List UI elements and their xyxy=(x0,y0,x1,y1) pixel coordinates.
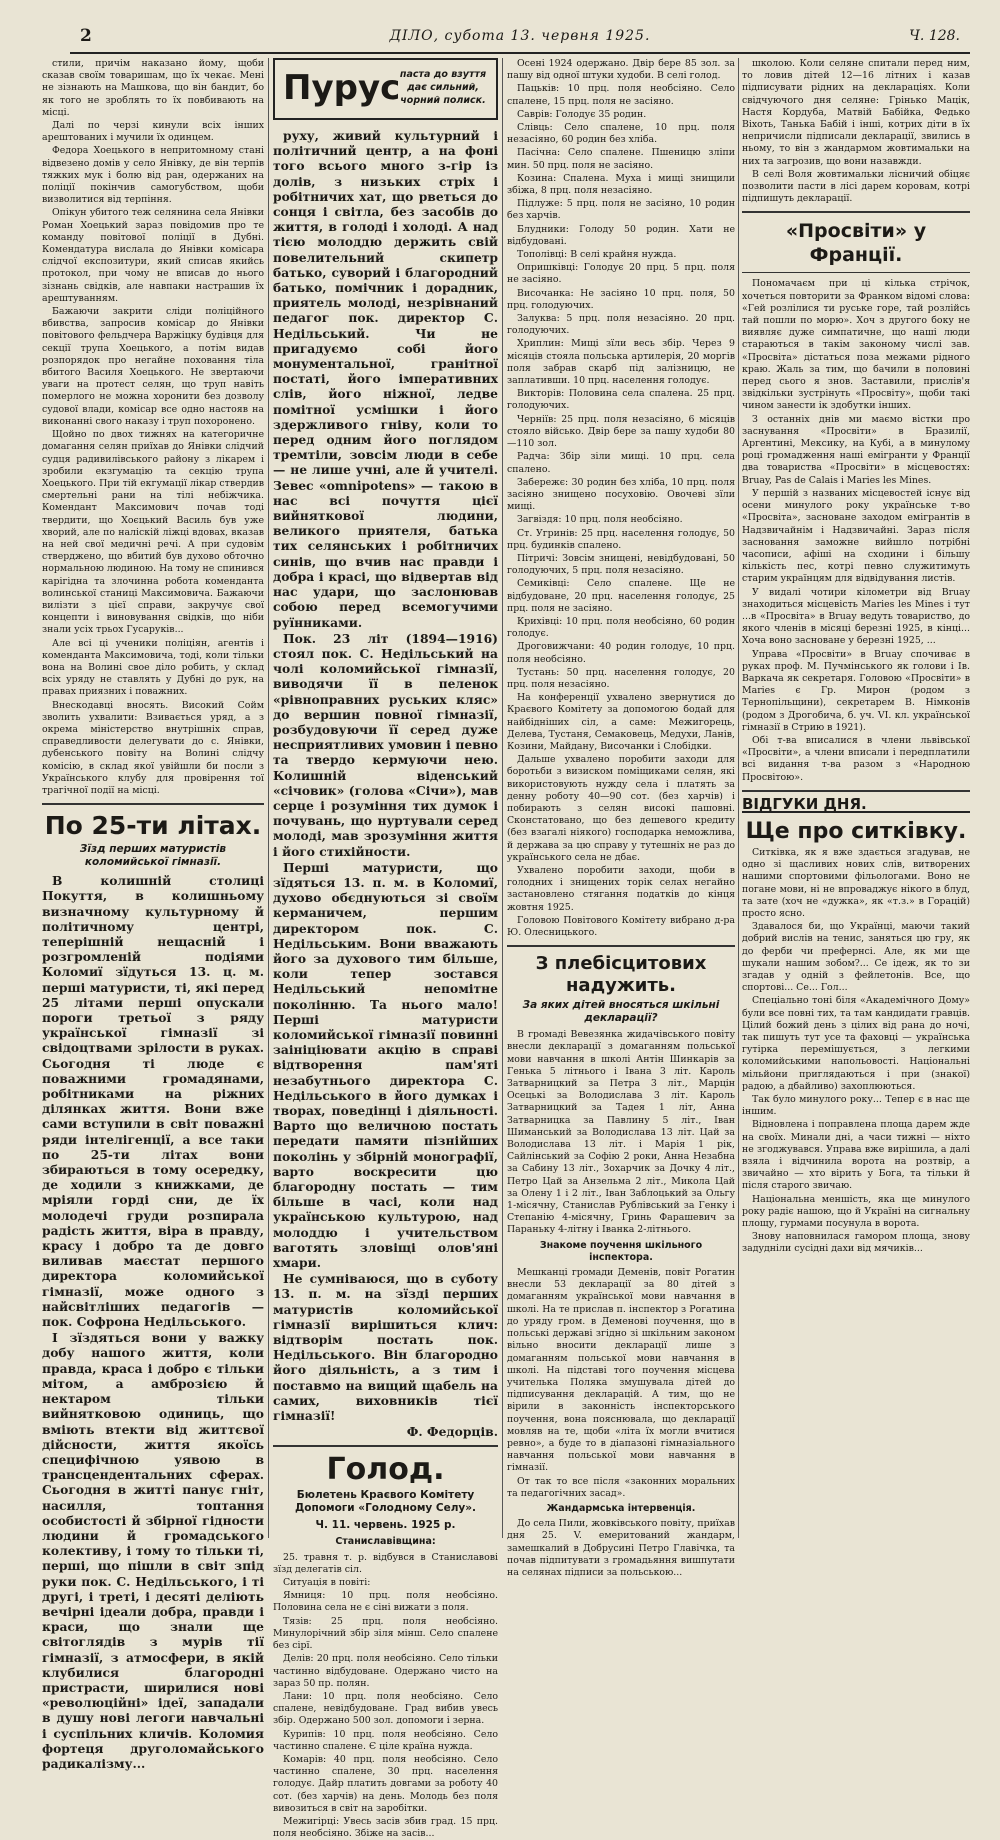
paragraph: Тополівці: В селі крайня нужда. xyxy=(517,249,677,261)
paragraph: Федора Хоецького в непритомному стані відвезено домів у село Янівку, де він терпів тяжких мук і болю від ран, одержаних на поліції покінчив самогубством, щоби визволитися від терпіння. xyxy=(42,145,264,206)
divider xyxy=(742,211,970,213)
paragraph: Здавалося би, що Українці, маючи такий добрий вислів на тенис, заняться цю гру, як до ферби чи префернсі. Але, як ми ще шукали нашим зобом?... Се ідеж, як то зи згадав у одній з фейлетонів. Все, що спортові... Се... Гол... xyxy=(742,921,970,994)
paragraph: Пономачаєм при ці кілька стрічок, хочеться повторити за Франком відомі слова: «Гей розлілися ти руське горе, тай розлійсь тай пошли по морю». Хоч з другого боку не виявляє дуже симпатичне, що наші люди стараються в такім законому числі зав. «Просвіта» дістаться поза межами рідного краю. Жаль за тим, що бачили в половині перед сього я знов. Заставили, прислів'я звідкільки зустрінуть «Просвіту», щоби такі чином занести ік здобутки інших. xyxy=(742,278,970,412)
paragraph: Але всі ці ученики поліціян, агентів і коменданта Максимовича, тоді, коли тільки вона на Волині свое діло робить, у склад всіх уряду не ставлять у Дубні до рук, на правах приязних і поважних. xyxy=(42,637,264,698)
headline-sytkivka: Ще про ситківку. xyxy=(745,818,967,844)
masthead xyxy=(70,22,970,54)
issue-number: Ч. 128. xyxy=(909,28,960,44)
paragraph: В громаді Вевезянка жидачівського повіту внесли декларації з домаганням польської мови навчання в школі Антін Шинкарів за Генька 5 літнього і Івана 3 літ. Кароль Затварницкий за Петра 3 літ., Марцін Осецькі за Володислава 3 літ. Кароль Затварницкий за Тадея 1 літ, Анна Затварницка за Павлину 5 літ., Іван Шиманський за Володислава 13 літ. Цай за Володислава 13 літ. і Марія 1 рік, Сайлінський за Софію 2 роки, Анна Незабна за Сабину 13 літ., Зохарчик за Дочку 4 літ., Петро Цай за Анзельма 2 літ., Микола Цай за Олену 1 і 2 літ., Іван Заблоцький за Ольгу 1-місячну, Станислав Рублівський за Генку і Степанію 4-місячну, Гринь Фарашевич за Параньку 4-літну і Іванка 2-літнього. xyxy=(507,1029,735,1236)
divider xyxy=(273,1445,498,1447)
paragraph: Відновлена і поправлена площа дарем жде на своїх. Минали дні, а часи тижні — ніхто не згоджувався. Управа вже вирішила, а далі взяла і відчинила ворота на розтвір, а звичайно — хто вірить у Бога, та тільки й після старого звичаю. xyxy=(742,1119,970,1192)
paragraph: Саврів: Голодує 35 родин. xyxy=(517,108,647,120)
paragraph: Національна меншість, яка ще минулого року радіє нашою, що й Україні на сигнальну площу, гурмами посунула в ворота. xyxy=(742,1193,970,1230)
paragraph: Комарів: 40 прц. поля необсіяно. Село частинно спалене, 30 прц. населення голодує. Дайр платить довгами за роботу 40 сот. (без харчів) на день. Молодь без поля вивозиться в світ на заробітки. xyxy=(273,1753,498,1814)
paragraph: Дальше ухвалено поробити заходи для боротьби з визиском поміщиками селян, які використовують нужду села і платять за денну роботу 40—90 сот. (без харчів) і побирають з селян високі пашовні. Сконстатовано, що без дешевого кредиту (без взагалі ніякого) господарка неможлива, й держава за цю справу у тутешніх не раз до українського села не дбає. xyxy=(507,754,735,863)
divider xyxy=(742,790,970,792)
paragraph: Ситуація в повіті: xyxy=(283,1577,371,1589)
paragraph: Так було минулого року... Тепер є в нас ще іншим. xyxy=(742,1094,970,1118)
paragraph: 25. травня т. р. відбувся в Станиславові зїзд делегатів сіл. xyxy=(273,1551,498,1575)
paragraph: Семиківці: Село спалене. Ще не відбудоване, 20 прц. населення голодує, 25 прц. поля не засіяно. xyxy=(507,578,735,614)
article-25-years xyxy=(42,873,264,1771)
paragraph: Козина: Спалена. Муха і мищі знищили збіжа, 8 прц. поля незасіяно. xyxy=(507,172,735,197)
paragraph: На конференції ухвалено звернутися до Краєвого Комітету за допомогою бодай для найбідніших сіл, а саме: Межигорець, Делева, Тустаня, Семаковець, Медухи, Ланів, Козини, Майдану, Височанки і Слобідки. xyxy=(507,692,735,752)
column-rule xyxy=(738,58,739,1538)
paragraph: Ямниця: 10 прц. поля необсіяно. Половина села не є ciні вижати з поля. xyxy=(273,1590,498,1614)
paragraph: Черніїв: 25 прц. поля незасіяно, 6 місяців стояло військо. Двір бере за пашу худоби 80—110 зол. xyxy=(507,413,735,450)
paragraph: Пацьків: 10 прц. поля необсіяно. Село спалене, 15 прц. поля не засіяно. xyxy=(507,83,735,107)
rubric-echoes-of-day: ВІДГУКИ ДНЯ. xyxy=(742,798,970,813)
paragraph: Пасічна: Село спалене. Пшеницю зліпи мин. 50 прц. поля не засіяно. xyxy=(507,147,735,171)
page-number: 2 xyxy=(80,26,92,46)
divider xyxy=(742,272,970,273)
paragraph: Знову наповнилася гамором площа, знову задудніли сусідні дахи від мячиків... xyxy=(742,1231,970,1255)
paragraph: Загвіздя: 10 прц. поля необсіяно. xyxy=(517,514,683,526)
paragraph: Дроговижчани: 40 родин голодує, 10 прц. поля необсіяно. xyxy=(507,641,735,665)
paragraph: Підлуже: 5 прц. поля не засіяно, 10 родин без харчів. xyxy=(507,198,735,222)
column-rule xyxy=(268,58,269,1538)
column-rule xyxy=(502,58,503,1538)
paragraph: Опришківці: Голодує 20 прц. 5 прц. поля не засіяно. xyxy=(507,262,735,286)
paragraph: В селі Воля жовтимальки лісничий обіцяє позволити пасти в лісі дарем коровам, котрі підпишуть декларації. xyxy=(742,168,970,205)
article-continuation xyxy=(42,58,264,797)
column-1 xyxy=(42,58,264,1771)
paragraph: руху, живий культурний і політичний центр, а на фоні того всього много з-гір із долів, з низьких стріх і робітничих хат, що рветься до сонця і світла, без засобів до життя, в голоді і холоді. А над тією молоддю держить свій повелительний скипетр батько, суворий і благородний батько, помічник і дорадник, приятель молоді, незрівнаний педагог пок. директор С. Недільський. Чи не пригадуємо собі його монументальної, гранітної постаті, його імперативних слів, його ніжної, ледве помітної усмішки і його здержливого гніву, коли то перед одним його поглядом тремтіли, зовсім люди в себе — не лише учні, але й учителі. Зевес «omnipotens» — такою в нас всі почуття цієї вийняткової людини, великого приятеля, батька тих селянських і робітничих синів, що вчив нас правди і добра і красі, що відвертав від нас удари, що заслонював собою перед всемогучими руїнниками. xyxy=(273,128,498,630)
paragraph: Мешканці громади Деменів, повіт Рогатин внесли 53 декларації за 80 дітей з домаганням української мови навчання в школі. На те прислав п. інспектор з Рогатина до уряду гром. в Деменові поучення, що в польські державі згідно зі шкільним законом вільно вносити декларації лише з домаганням польської мови навчання в школі. На підставі того поучення місцева учителька Поляка змушувала дітей до підписування декларацій. А тим, що не вірили в законність інспекторського поучення, вона пояснювала, що декларації мовляв на те, щоби «літа їх могли вчитися ревно», а буде то в діапазоні гімназіального навчання польської мови навчання в гімназії. xyxy=(507,1267,735,1474)
section-gendarme: Жандармська інтервенція. xyxy=(546,1502,696,1514)
paragraph: В колишній столиці Покуття, в колишньому визначному культурному й політичному центрі, теперішній нещасній і розгромленій подіями Коломиї зїдуться 13. ц. м. перші матуристи, ті, які перед 25 літами перші опускали пороги третьої з ряду української гімназії зі свідоцтвами зрілости в руках. Сьогодня ті люде є поважними громадянами, робітниками на ріжних ділянках життя. Вони вже сами вступили в світ поважні ряди інтелігенції, а все таки по 25-ти літах вони збираються в тому осередку, де ходили з книжками, де мріяли горді сни, де їх молодечі груди розпирала радість життя, віра в правду, красу і добро та де довго виливав маєстат першого директора коломийської гімназії, може одного з найсвітліших педагогів — пок. Софрона Недільського. xyxy=(42,873,264,1330)
paragraph: Делів: 20 прц. поля необсіяно. Село тільки частинно відбудоване. Одержано чисто на зараз 50 пр. полян. xyxy=(273,1653,498,1689)
paragraph: Забережє: 30 родин без хліба, 10 прц. поля засіяно знищено посуховію. Овочеві зїли мищі. xyxy=(507,476,735,513)
paragraph: Обі т-ва вписалися в члени львівської «Просвіти», а члени вписали і передплатили всі видання т-ва разом з «Народною Просвітою». xyxy=(742,734,970,783)
headline-plebiscite: З плебісцитових надужить. xyxy=(535,953,707,997)
paragraph: Лани: 10 прц. поля необсіяно. Село спалене, невідбудоване. Град вибив увесь збір. Одержано 500 зол. допомоги і зерна. xyxy=(273,1690,498,1727)
paragraph: Ст. Угринів: 25 прц. населення голодує, 50 прц. будинків спалено. xyxy=(507,527,735,551)
paragraph: Управа «Просвіти» в Bruay спочиває в руках проф. М. Пучмінського як голови і Ів. Варкача як секретаря. Головою «Просвіти» в Maries є Гр. Мирон (родом з Тернопільщини), секретарем В. Німконів (родом з Дрогобича, б. уч. VI. кл. української гімназії в Стрию в 1921). xyxy=(742,648,970,733)
paragraph: Головою Повітового Комітету вибрано д-ра Ю. Олесницького. xyxy=(507,914,735,939)
subhead-25-years: Зїзд перших матуристів коломийської гімназії. xyxy=(79,843,227,869)
paragraph: Викторів: Половина села спалена. 25 прц. голодуючих. xyxy=(507,388,735,412)
dateline: Ч. 11. червень. 1925 р. xyxy=(315,1519,456,1532)
paragraph: Ситківка, як я вже здається згадував, не одно зі щасливих нових слів, витворених нашими спортовими фільологами. Воно не погане мови, ні не впроваджує нікого в блуд, та зате (хоч не «дужка», як «т.з.» в Горацій) просто ясно. xyxy=(742,846,970,919)
headline-famine: Голод. xyxy=(326,1452,445,1488)
paragraph: Радча: Збір зіли мищі. 10 прц. села спалено. xyxy=(507,451,735,475)
column-3 xyxy=(507,58,735,1578)
headline-prosvita-france: «Просвіти» у Франції. xyxy=(785,220,927,267)
paragraph: Внескодавці вносять. Високий Сойм зволить ухвалити: Взивається уряд, а з окрема міністерство внутрішніх справ, справедливости делегувати до с. Янівки, дубенського повіту на Волині слідчу комісію, в склад якої увійшли би посли з Українського клубу для провірення тої трагічної події на місці. xyxy=(42,699,264,796)
paragraph: Крихівці: 10 прц. поля необсіяно, 60 родин голодує. xyxy=(507,615,735,640)
paragraph: Спеціально тоні біля «Академічного Дому» були все повні тих, та там кандидати гравців. Цілий божий день з цілих від рана до ночі, так пишуть тут усе та фаховці — українська гутірка перемішується, з легкими коломийськими напольовості. Національні мільйони приглядаються і при (знакої) радою, а дбайливо) захоплюються. xyxy=(742,995,970,1092)
ad-tagline: паста до взуття дає сильний, чорний полиск. xyxy=(399,69,487,106)
subhead-famine: Бюлетень Краєвого Комітету Допомоги «Голодному Селу». xyxy=(294,1489,477,1515)
subhead-plebiscite: За яких дітей вносяться шкільні декларації? xyxy=(522,999,720,1025)
paragraph: От так то все після «законних моральних та педагогічних засад». xyxy=(507,1475,735,1499)
column-4 xyxy=(742,58,970,1538)
section-inspector: Знакоме поучення шкільного інспектора. xyxy=(539,1239,703,1263)
paragraph: Пітричі: Зовсім знищені, невідбудовані, 50 голодуючих, 5 прц. поля незасіяно. xyxy=(507,552,735,577)
paragraph: Блудники: Голоду 50 родин. Хати не відбудовані. xyxy=(507,223,735,247)
paragraph: І зїздяться вони у важку добу нашого життя, коли правда, краса і добро є тільки мітом, а амброзією й нектаром тільки вийнятковою одиниць, що вміють втекти від життєвої дійсности, життя якоїсь специфічною уявою в трансцендентальних сферах. Сьогодня в життi панує гніт, насилля, топтання особистості й збірної гідности людини й громадського колективу, і тому то тільки ті, перші, що пішли в світ зпід руки пок. С. Недільського, і ті другі, і треті, і десяті деліють вечірні ідеали добра, правди і краси, що знали ще світоглядів з мурів тії гімназії, з атмосфери, в якій клубилися благородні пристрасти, ширилися нові «революційні» ідеї, западали в душу нові легоги навчальні і суспільних кличів. Коломия фортеця друголомайського радикалізму... xyxy=(42,1330,264,1771)
paragraph: До села Пили, жовківського повіту, приїхав дня 25. V. емеритований жандарм, замешкалий в Добрусині Петро Главічка, та почав підпитувати з громадьяння вишпутати на селянах підписи за польською... xyxy=(507,1518,735,1578)
purus-advertisement xyxy=(273,58,498,120)
paragraph: У видалі чотири кілометри від Bruay знаходиться місцевість Maries les Mines і тут ...в «Просвіта» в Bruay ведуть товариство, до якого членів в місяці березні 1925, в кінці... Хоча воно засноване у березні 1925, ... xyxy=(742,586,970,647)
paragraph: Далі по черзі кинули всіх інших арештованих і мучили їх одинцем. xyxy=(42,120,264,144)
paragraph: У першій з названих місцевостей існує від осени минулого року українське т-во «Просвіта», засноване заходом емігрантів в Надзвичайнім і Надзвичайні. Зараз після засновання заможне вийшло потрібні часописи, афіші на сходини і більшу кількість пес, котрі певно служитимуть старим українцям для відвідування листів. xyxy=(742,487,970,585)
famine-report-cont xyxy=(507,58,735,939)
headline-25-years: По 25-ти літах. xyxy=(44,811,262,841)
paragraph: Щойно по двох тижнях на категоричне домагання селян приїхав до Янівки слідчий судця радивилівського району з лікарем і зробили екзгумацію та секцію трупа Хоецького. При тій екгумації лікар ствердив смертельні рани на тілі небіжчика. Комендант Максимович почав тоді твердити, що Хоєцький Василь був уже хворий, але по наліскій ліжці вдовах, вказав на ней свої медичні речі. А при судовім стверджено, що вбитий був духово обточно нормальною людиною. На тому не спинився карігідна та злочинна робота коменданта волинської станиці Максимовича. Бажаючи вилізти з цієї справи, закручує свої концепти і виновування свідків, що ніби знали усіх трьох Гусаруків... xyxy=(42,429,264,636)
paragraph: Опікун убитого теж селянина села Янівки Роман Хоецький зараз повідомив про те команду повітової поліції в Дубні. Комендатура вислала до Янівки комісара слідчої експозитури, який списав якийсь протокол, при чому не вписав до нього зізнань свідків, але навпаки настрашив їх арештуванням. xyxy=(42,207,264,304)
section-stanislaviv: Станиславівщина: xyxy=(335,1536,436,1548)
paragraph: Перші матуристи, що зїдяться 13. п. м. в Коломиї, духово обєднуються зі своїм керманичем, першим директором пок. С. Недільським. Вони вважають його за духового тим більше, коли тепер зостався Недільський непомітне поколінню. Та нього мало! Перші матуристи коломийської гімназії повинні заініціювати акцію в справі відтворення пам'яті незабутнього директора С. Недільського в його думках і творах, поведінці і діяльності. Варто що величною постать передати памяти пізнійших поколінь у збірній монографії, варто воскресити цю благородну постать — тим більше в часі, коли над українською культурою, над молоддю і учительством ваготять зловіщі олов'яні хмари. xyxy=(273,859,498,1271)
paragraph: З останніх днів ми маємо вістки про заснування «Просвіти» в Бразилії, Аргентині, Мексику, на Кубі, а в минулому році громадження наші емігранти у Франції два товариства «Просвіти» в місцевостях: Bruay, Pas de Calais і Maries les Mines. xyxy=(742,413,970,486)
ad-brand: Пурус xyxy=(283,68,401,108)
divider xyxy=(507,945,735,947)
paragraph: школою. Коли селяне спитали перед ним, то ловив дітей 12—16 літних і казав підписувати рідних на деклараціях. Коли свідчуючого дня селяне: Грінько Мацік, Настя Кордуба, Матвій Бабійка, Федько Віхоть, Танька Бабій і інші, котрих діти в їх непричисли підписали декларації, звились в ньому, то він з жандармом жовтимальки на них та загрозив, що вони назавжди. xyxy=(742,58,970,167)
paragraph: Курипів: 10 прц. поля необсіяно. Село частинно спалене. Є ціле країна нужда. xyxy=(273,1728,498,1752)
column-2 xyxy=(273,58,498,1840)
signature: Ф. Федорців. xyxy=(406,1424,498,1440)
paragraph: Височанка: Не засіяно 10 прц. поля, 50 прц. голодуючих. xyxy=(507,287,735,311)
paragraph: Залуква: 5 прц. поля незасіяно. 20 прц. голодуючих. xyxy=(507,313,735,337)
paragraph: стили, причім наказано йому, щоби сказав своїм товаришам, що їх чекає. Мені не зізнають на Машкова, що він бандит, бо як того не зроблять то їх повбивають на місці. xyxy=(42,58,264,118)
paragraph: Слівць: Село спалене, 10 прц. поля незасіяно, 60 родин без хліба. xyxy=(507,122,735,146)
paragraph: Тязів: 25 прц. поля необсіяно. Минулорічний збір зіля мінш. Село спалене без сірї. xyxy=(273,1615,498,1652)
paragraph: Осені 1924 одержано. Двір бере 85 зол. за пашу від одної штуки худоби. В селі голод. xyxy=(507,58,735,82)
paragraph: Бажаючи закрити сліди поліційного вбивства, запросив комісар до Янівки повітового фельдчера Варжіцку будівця для секції трупа Хоецького, а потім видав розпорядок про негайне поховання тіла вбитого Василя Хоецького. Не звертаючи уваги на протест селян, що труп навіть померлого не можна хоронити без дозволу судової влади, комісар все одно настояв на виконанні свого наказу і труп похоронено. xyxy=(42,306,264,427)
divider xyxy=(42,803,264,805)
masthead-title: ДІЛО, субота 13. червня 1925. xyxy=(389,28,651,44)
paragraph: Тустань: 50 прц. населення голодує, 20 прц. поля незасіяно. xyxy=(507,666,735,690)
famine-report xyxy=(273,1552,498,1840)
paragraph: Не сумніваюся, що в суботу 13. п. м. на зїзді перших матуристів коломийської гімназії вирішиться клич: відтворім постать пок. Недільського. Він благородно його діяльність, а з тим і поставмо на вищий щабель на самих, виховників тієї гімназії! xyxy=(273,1271,498,1424)
article-25-years-cont xyxy=(273,128,498,1439)
paragraph: Межигірці: Увесь засів збив град. 15 прц. поля необсіяно. Збіже на засів... xyxy=(273,1815,498,1840)
paragraph: Ухвалено поробити заходи, щоби в голодних і знищених торік селах негайно застановлено стягання податків до кінця жовтня 1925. xyxy=(507,865,735,913)
paragraph: Пок. 23 літ (1894—1916) стоял пок. С. Недільський на чолі коломийської гімназії, виводячи її в пеленок «рівноправних руських кляс» до вершин повної гімназії, розбудовуючи її серед дуже несприятливих умовин і певно та твердо кермуючи нею. Колишній віденський «січовик» (голова «Січи»), мав серце і розуміння тих думок і почувань, що нуртували серед молоді, мав зрозуміння життя і його стихійности. xyxy=(273,630,498,859)
paragraph: Хриплин: Мищі зїли весь збір. Через 9 місяців стояла польська артилерія, 20 моргів поля забрав скарб під залізницю, не заплативши. 10 прц. населення голодує. xyxy=(507,338,735,387)
